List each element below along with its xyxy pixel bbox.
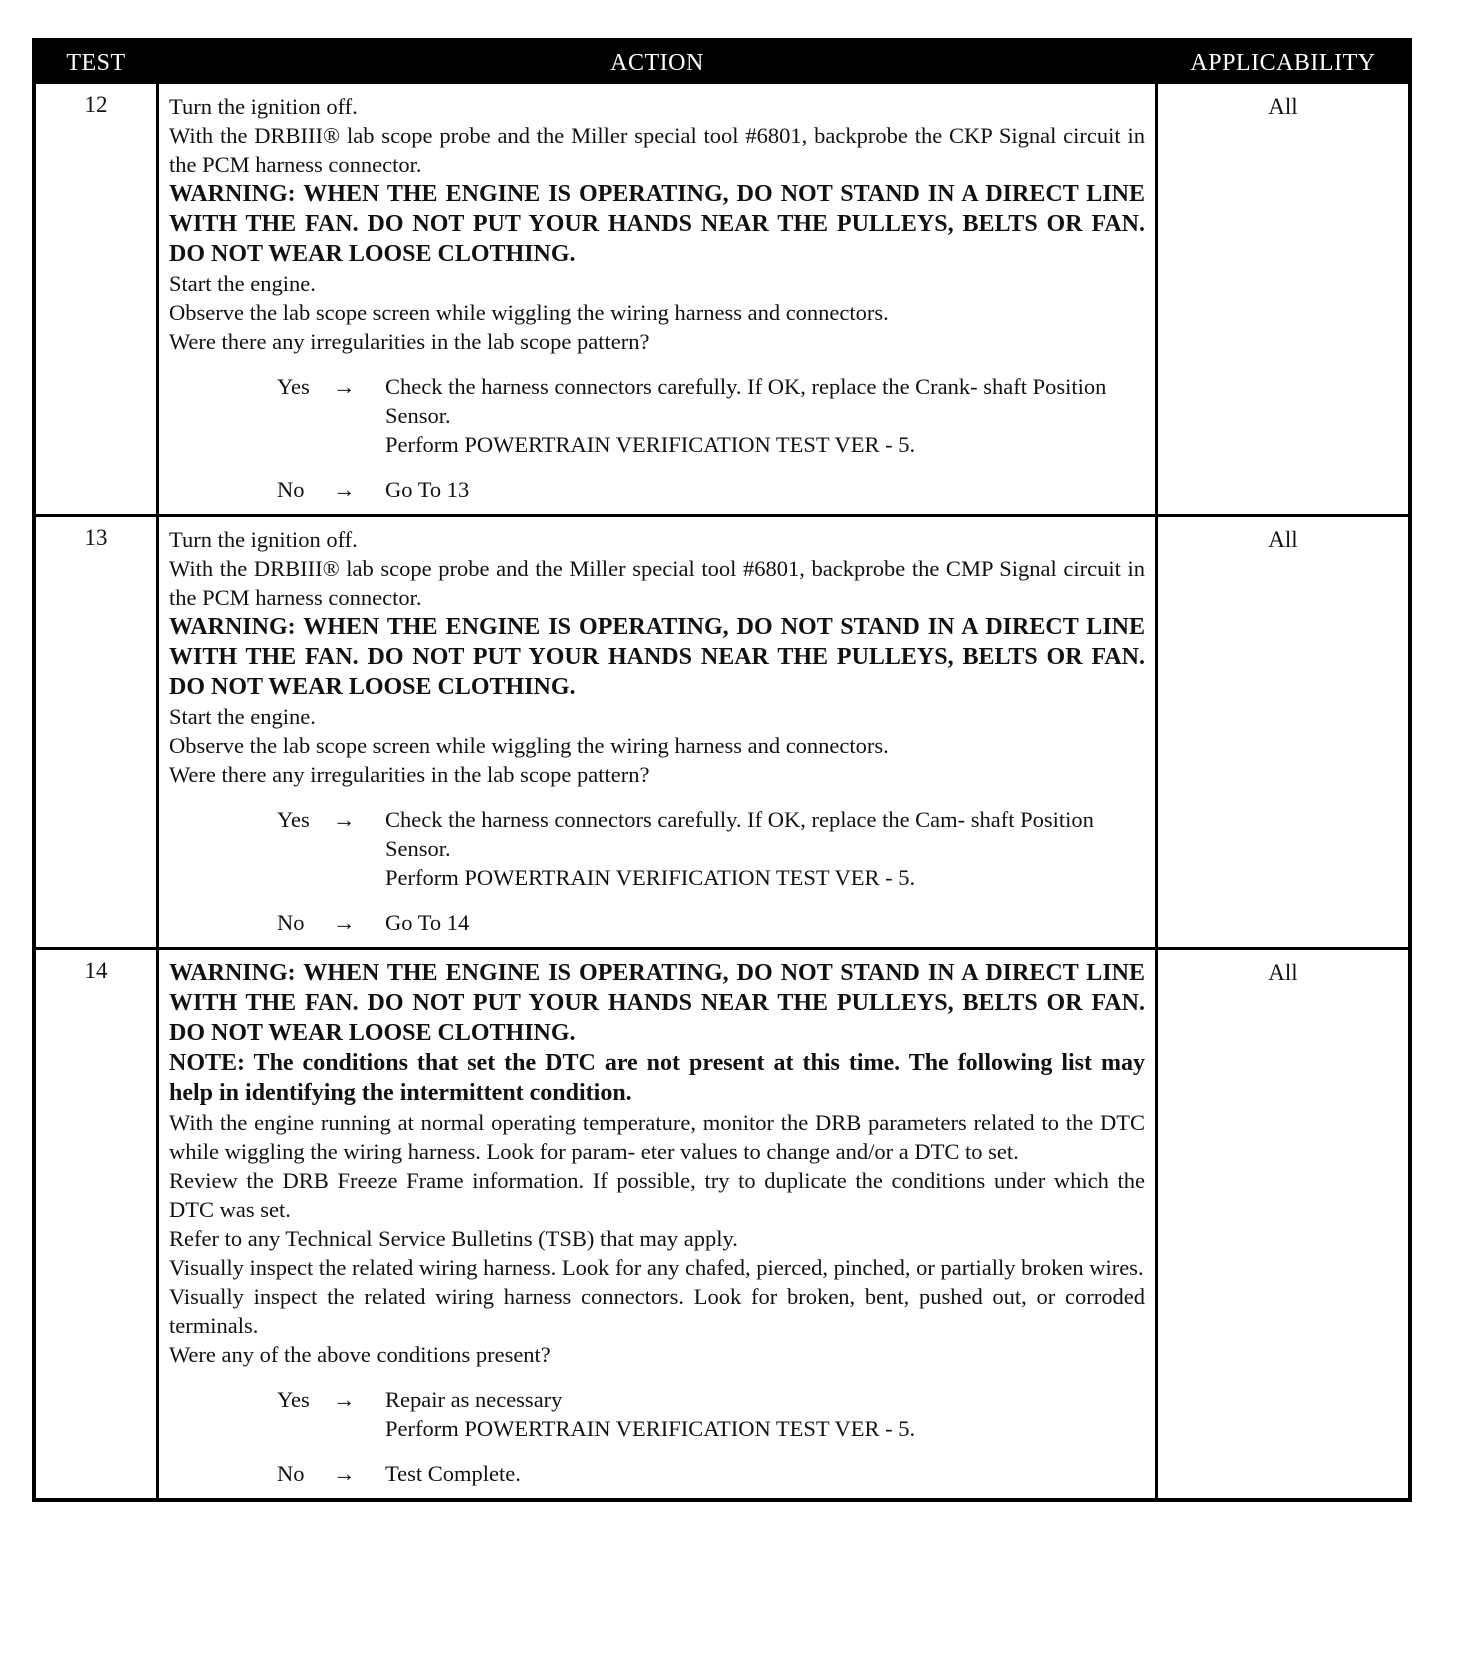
no-result: Go To 14: [385, 910, 470, 935]
table-header: [36, 42, 1408, 84]
warning-text: NOTE: The conditions that set the DTC are not present at this time. The following list may help in identifying the intermittent condition.: [169, 1050, 1145, 1106]
instruction-text: Start the engine.: [169, 704, 316, 729]
arrow-right-icon: →: [333, 807, 356, 832]
yes-result: [385, 372, 1145, 459]
yes-result-line: Check the harness connectors carefully. If OK, replace the Cam- shaft Position Sensor.: [385, 807, 1094, 861]
arrow-right-icon: →: [333, 910, 356, 935]
table-row: [36, 84, 1408, 514]
instruction-text: Were any of the above conditions present?: [169, 1342, 551, 1367]
yes-result-line: Check the harness connectors carefully. If OK, replace the Crank- shaft Position Sensor.: [385, 374, 1107, 428]
instruction-text: Visually inspect the related wiring harness. Look for any chafed, pierced, pinched, or partially broken wires.: [169, 1255, 1144, 1280]
test-number: 12: [84, 92, 108, 117]
arrow-right-icon: →: [333, 1387, 356, 1412]
instruction-text: With the DRBIII® lab scope probe and the Miller special tool #6801, backprobe the CMP Signal circuit in the PCM harness connector.: [169, 556, 1145, 610]
action-cell: [156, 950, 1158, 1498]
no-result: Test Complete.: [385, 1461, 521, 1486]
no-label: No: [277, 1461, 305, 1486]
instruction-text: Observe the lab scope screen while wiggling the wiring harness and connectors.: [169, 733, 889, 758]
instruction-text: Observe the lab scope screen while wiggling the wiring harness and connectors.: [169, 300, 889, 325]
table-row: [36, 514, 1408, 947]
yes-answer: [277, 372, 1145, 459]
applicability-value: All: [1268, 527, 1298, 552]
test-number: 13: [84, 525, 108, 550]
yes-answer: [277, 805, 1145, 892]
yes-result: [385, 805, 1145, 892]
applicability-value: All: [1268, 960, 1298, 985]
yes-label: Yes: [277, 1387, 310, 1412]
instruction-text: Turn the ignition off.: [169, 527, 358, 552]
instruction-text: Refer to any Technical Service Bulletins (TSB) that may apply.: [169, 1226, 738, 1251]
arrow-right-icon: →: [333, 374, 356, 399]
header-action: ACTION: [610, 49, 704, 76]
no-answer: [277, 1459, 1145, 1488]
no-label: No: [277, 477, 305, 502]
no-answer: [277, 908, 1145, 937]
instruction-text: Were there any irregularities in the lab scope pattern?: [169, 329, 650, 354]
yes-result-line: Perform POWERTRAIN VERIFICATION TEST VER - 5.: [385, 432, 916, 457]
yes-result-line: Perform POWERTRAIN VERIFICATION TEST VER - 5.: [385, 865, 916, 890]
applicability-value: All: [1268, 94, 1298, 119]
action-cell: [156, 84, 1158, 514]
instruction-text: Were there any irregularities in the lab scope pattern?: [169, 762, 650, 787]
yes-result-line: Repair as necessary: [385, 1387, 563, 1412]
instruction-text: Visually inspect the related wiring harness connectors. Look for broken, bent, pushed out, or corroded terminals.: [169, 1284, 1145, 1338]
arrow-right-icon: →: [333, 1461, 356, 1486]
warning-text: WARNING: WHEN THE ENGINE IS OPERATING, DO NOT STAND IN A DIRECT LINE WITH THE FAN. DO NOT PUT YOUR HANDS NEAR THE PULLEYS, BELTS OR FAN. DO NOT WEAR LOOSE CLOTHING.: [169, 181, 1145, 267]
yes-result-line: Perform POWERTRAIN VERIFICATION TEST VER - 5.: [385, 1416, 916, 1441]
no-answer: [277, 475, 1145, 504]
instruction-text: With the engine running at normal operating temperature, monitor the DRB parameters related to the DTC while wiggling the wiring harness. Look for param- eter values to change and/or a DTC to set.: [169, 1110, 1145, 1164]
instruction-text: With the DRBIII® lab scope probe and the Miller special tool #6801, backprobe the CKP Signal circuit in the PCM harness connector.: [169, 123, 1145, 177]
test-number: 14: [84, 958, 108, 983]
warning-text: WARNING: WHEN THE ENGINE IS OPERATING, DO NOT STAND IN A DIRECT LINE WITH THE FAN. DO NOT PUT YOUR HANDS NEAR THE PULLEYS, BELTS OR FAN. DO NOT WEAR LOOSE CLOTHING.: [169, 614, 1145, 700]
instruction-text: Turn the ignition off.: [169, 94, 358, 119]
yes-label: Yes: [277, 374, 310, 399]
no-result: Go To 13: [385, 477, 470, 502]
yes-label: Yes: [277, 807, 310, 832]
yes-result: [385, 1385, 1145, 1443]
table-row: [36, 947, 1408, 1498]
diagnostic-test-table: [32, 38, 1412, 1502]
instruction-text: Start the engine.: [169, 271, 316, 296]
header-test: TEST: [66, 49, 126, 76]
action-cell: [156, 517, 1158, 947]
yes-answer: [277, 1385, 1145, 1443]
instruction-text: Review the DRB Freeze Frame information. If possible, try to duplicate the conditions under which the DTC was set.: [169, 1168, 1145, 1222]
arrow-right-icon: →: [333, 477, 356, 502]
no-label: No: [277, 910, 305, 935]
warning-text: WARNING: WHEN THE ENGINE IS OPERATING, DO NOT STAND IN A DIRECT LINE WITH THE FAN. DO NOT PUT YOUR HANDS NEAR THE PULLEYS, BELTS OR FAN. DO NOT WEAR LOOSE CLOTHING.: [169, 960, 1145, 1046]
header-applicability: APPLICABILITY: [1190, 49, 1376, 76]
